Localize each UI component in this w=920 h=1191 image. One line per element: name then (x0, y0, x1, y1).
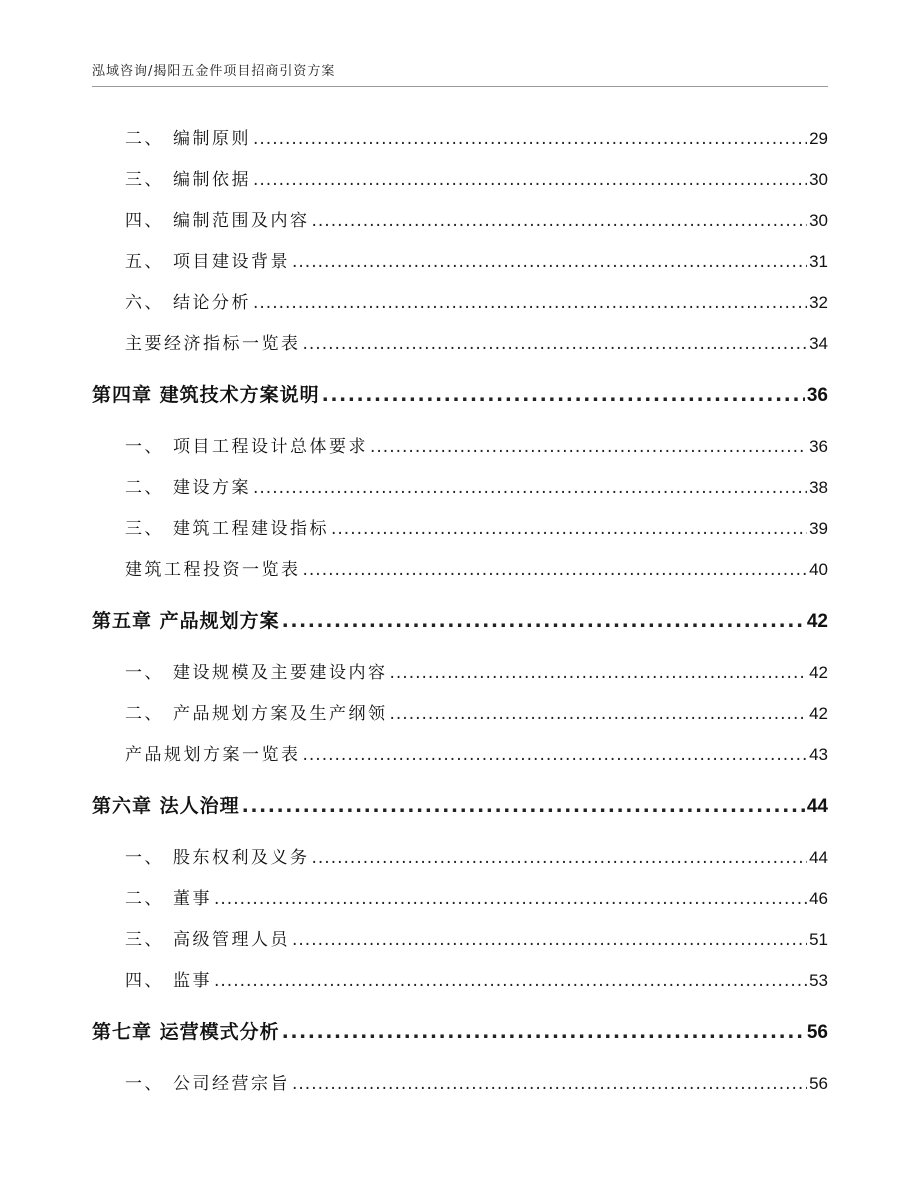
toc-entry-title: 结论分析 (173, 293, 251, 313)
dot-leader (292, 252, 807, 272)
toc-page-number: 38 (809, 478, 828, 497)
toc-entry-title: 编制依据 (173, 170, 251, 190)
toc-entry-number: 一、 (125, 1074, 164, 1094)
toc-entry-title: 产品规划方案及生产纲领 (173, 704, 388, 724)
toc-section-entry[interactable] (125, 843, 828, 868)
dot-leader (214, 889, 807, 909)
dot-leader (292, 930, 807, 950)
toc-page-number: 56 (806, 1022, 828, 1043)
toc-page-number: 30 (809, 211, 828, 230)
dot-leader (253, 293, 807, 313)
dot-leader (303, 334, 808, 354)
toc-section-entry[interactable] (125, 432, 828, 457)
toc-section-entry[interactable] (125, 555, 828, 580)
toc-entry-title: 编制范围及内容 (173, 211, 310, 231)
toc-entry-number: 二、 (125, 478, 164, 498)
toc-page-number: 42 (809, 704, 828, 723)
toc-entry-title: 产品规划方案一览表 (125, 745, 301, 765)
toc-page-number: 36 (806, 385, 828, 406)
dot-leader (214, 971, 807, 991)
dot-leader (253, 170, 807, 190)
toc-entry-title: 监事 (173, 971, 212, 991)
toc-page-number: 30 (809, 170, 828, 189)
dot-leader (303, 745, 808, 765)
toc-entry-title: 主要经济指标一览表 (125, 334, 301, 354)
toc-entry-number: 二、 (125, 129, 164, 149)
toc-section-entry[interactable] (125, 699, 828, 724)
toc-page-number: 44 (809, 848, 828, 867)
toc-section-entry[interactable] (125, 1069, 828, 1094)
toc-page-number: 34 (809, 334, 828, 353)
toc-chapter-entry[interactable] (92, 1017, 828, 1044)
toc-entry-number: 一、 (125, 437, 164, 457)
dot-leader (331, 519, 807, 539)
toc-entry-number: 四、 (125, 211, 164, 231)
dot-leader (242, 795, 805, 817)
dot-leader (370, 437, 807, 457)
toc-entry-number: 三、 (125, 519, 164, 539)
dot-leader (282, 610, 805, 632)
toc-entry-title: 第六章 法人治理 (92, 795, 240, 817)
toc-page-number: 40 (809, 560, 828, 579)
toc-page-number: 42 (809, 663, 828, 682)
toc-page-number: 32 (809, 293, 828, 312)
dot-leader (390, 663, 808, 683)
dot-leader (390, 704, 808, 724)
toc-section-entry[interactable] (125, 966, 828, 991)
dot-leader (303, 560, 808, 580)
dot-leader (322, 384, 805, 406)
toc-entry-number: 五、 (125, 252, 164, 272)
toc-entry-title: 董事 (173, 889, 212, 909)
header-divider (92, 86, 828, 87)
toc-entry-number: 三、 (125, 930, 164, 950)
toc-page-number: 56 (809, 1074, 828, 1093)
toc-entry-title: 股东权利及义务 (173, 848, 310, 868)
running-header: 泓域咨询/揭阳五金件项目招商引资方案 (92, 64, 336, 79)
toc-entry-title: 建设规模及主要建设内容 (173, 663, 388, 683)
toc-entry-number: 二、 (125, 704, 164, 724)
toc-entry-title: 第五章 产品规划方案 (92, 610, 280, 632)
toc-page-number: 46 (809, 889, 828, 908)
toc-entry-title: 高级管理人员 (173, 930, 290, 950)
toc-section-entry[interactable] (125, 925, 828, 950)
toc-entry-title: 第四章 建筑技术方案说明 (92, 384, 320, 406)
toc-page-number: 36 (809, 437, 828, 456)
toc-chapter-entry[interactable] (92, 606, 828, 633)
toc-entry-number: 一、 (125, 848, 164, 868)
toc-page-number: 44 (806, 796, 828, 817)
toc-entry-number: 四、 (125, 971, 164, 991)
toc-section-entry[interactable] (125, 165, 828, 190)
toc-page-number: 51 (809, 930, 828, 949)
toc-section-entry[interactable] (125, 514, 828, 539)
dot-leader (282, 1021, 805, 1043)
toc-entry-title: 公司经营宗旨 (173, 1074, 290, 1094)
dot-leader (312, 848, 808, 868)
toc-entry-number: 一、 (125, 663, 164, 683)
toc-page-number: 29 (809, 129, 828, 148)
toc-entry-number: 二、 (125, 889, 164, 909)
toc-section-entry[interactable] (125, 658, 828, 683)
dot-leader (253, 478, 807, 498)
toc-section-entry[interactable] (125, 473, 828, 498)
toc-page-number: 42 (806, 611, 828, 632)
toc-entry-title: 第七章 运营模式分析 (92, 1021, 280, 1043)
toc-entry-number: 六、 (125, 293, 164, 313)
toc-section-entry[interactable] (125, 247, 828, 272)
toc-entry-title: 建筑工程建设指标 (173, 519, 329, 539)
toc-entry-number: 三、 (125, 170, 164, 190)
toc-page-number: 53 (809, 971, 828, 990)
toc-chapter-entry[interactable] (92, 791, 828, 818)
toc-entry-title: 项目建设背景 (173, 252, 290, 272)
toc-section-entry[interactable] (125, 288, 828, 313)
toc-entry-title: 项目工程设计总体要求 (173, 437, 368, 457)
toc-page-number: 39 (809, 519, 828, 538)
toc-chapter-entry[interactable] (92, 380, 828, 407)
dot-leader (312, 211, 808, 231)
toc-section-entry[interactable] (125, 884, 828, 909)
dot-leader (292, 1074, 807, 1094)
toc-section-entry[interactable] (125, 740, 828, 765)
toc-entry-title: 编制原则 (173, 129, 251, 149)
toc-page-number: 43 (809, 745, 828, 764)
toc-entry-title: 建设方案 (173, 478, 251, 498)
toc-section-entry[interactable] (125, 124, 828, 149)
dot-leader (253, 129, 807, 149)
toc-entry-title: 建筑工程投资一览表 (125, 560, 301, 580)
toc-section-entry[interactable] (125, 206, 828, 231)
toc-page-number: 31 (809, 252, 828, 271)
toc-section-entry[interactable] (125, 329, 828, 354)
